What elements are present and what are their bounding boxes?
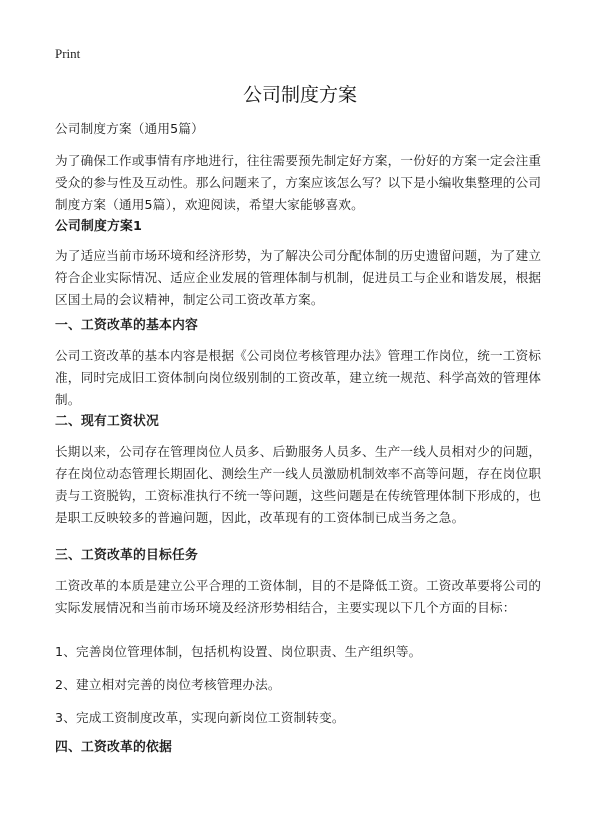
part1-heading: 一、工资改革的基本内容	[55, 318, 198, 333]
list-item: 1、完善岗位管理体制，包括机构设置、岗位职责、生产组织等。	[55, 644, 422, 659]
list-item: 2、建立相对完善的岗位考核管理办法。	[55, 677, 281, 692]
document-subtitle: 公司制度方案（通用5篇）	[55, 121, 204, 136]
section-heading: 公司制度方案1	[55, 219, 143, 234]
part2-paragraph: 长期以来，公司存在管理岗位人员多、后勤服务人员多、生产一线人员相对少的问题，存在岗位动态管理长期固化、测绘生产一线人员激励机制效率不高等问题，存在岗位职责与工资脱钩，工资标准执行不统一等问题，这些问题是在传统管理体制下形成的，也是职工反映较多的普遍问题，因此，改革现有的工资体制已成当务之急。	[55, 444, 542, 525]
part2-heading: 二、现有工资状况	[55, 414, 159, 429]
section-paragraph: 为了适应当前市场环境和经济形势，为了解决公司分配体制的历史遗留问题，为了建立符合企业实际情况、适应企业发展的管理体制与机制，促进员工与企业和谐发展，根据区国土局的会议精神，制定公司工资改革方案。	[55, 248, 542, 307]
intro-paragraph: 为了确保工作或事情有序地进行，往往需要预先制定好方案，一份好的方案一定会注重受众的参与性及互动性。那么问题来了，方案应该怎么写？以下是小编收集整理的公司制度方案（通用5篇），欢迎阅读，希望大家能够喜欢。	[55, 153, 542, 212]
print-link[interactable]: Print	[55, 46, 81, 61]
part3-heading: 三、工资改革的目标任务	[55, 548, 198, 563]
part1-paragraph: 公司工资改革的基本内容是根据《公司岗位考核管理办法》管理工作岗位，统一工资标准，同时完成旧工资体制向岗位级别制的工资改革，建立统一规范、科学高效的管理体制。	[55, 348, 542, 407]
list-item: 3、完成工资制度改革，实现向新岗位工资制转变。	[55, 710, 345, 725]
page-title: 公司制度方案	[242, 84, 357, 106]
part4-heading: 四、工资改革的依据	[55, 740, 172, 755]
part3-paragraph: 工资改革的本质是建立公平合理的工资体制，目的不是降低工资。工资改革要将公司的实际发展情况和当前市场环境及经济形势相结合，主要实现以下几个方面的目标：	[55, 578, 542, 615]
